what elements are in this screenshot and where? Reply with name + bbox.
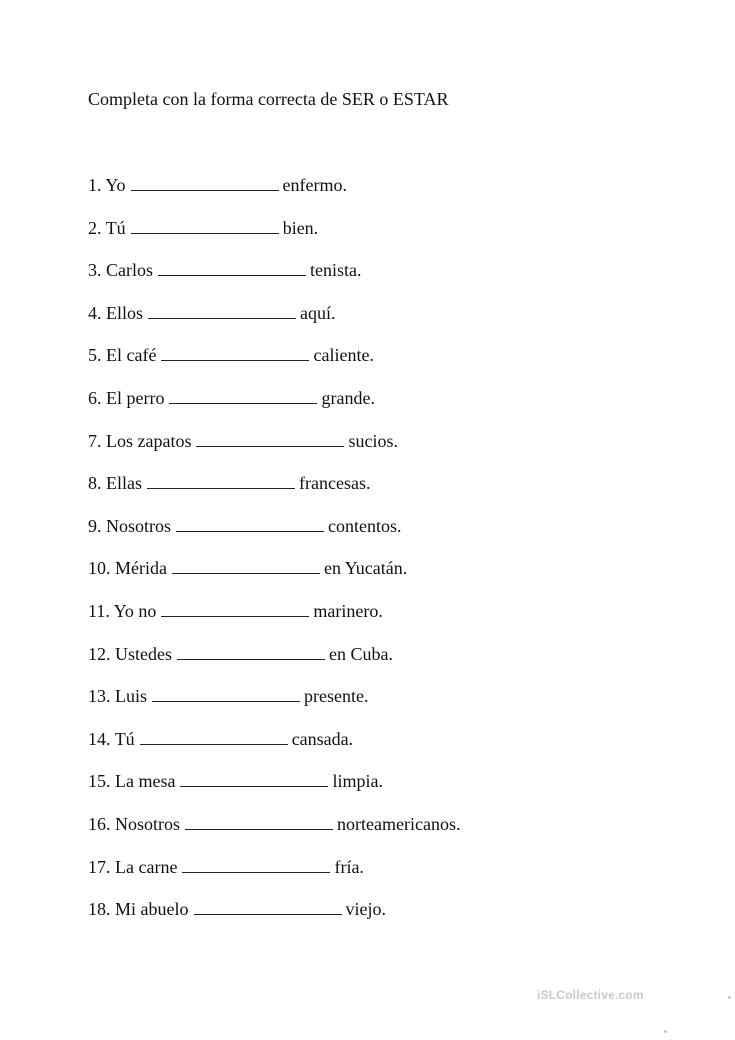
- exercise-item: [88, 429, 460, 472]
- exercise-item: [88, 258, 460, 301]
- item-number: 2.: [88, 217, 102, 238]
- item-number: 16.: [88, 813, 111, 834]
- item-number: 17.: [88, 856, 111, 877]
- item-ending: en Yucatán.: [323, 558, 408, 579]
- answer-blank[interactable]: [147, 471, 295, 489]
- item-ending: tenista.: [310, 260, 362, 281]
- item-ending: limpia.: [332, 771, 383, 792]
- item-number: 10.: [88, 558, 111, 579]
- item-subject: Luis: [115, 686, 148, 707]
- answer-blank[interactable]: [177, 642, 325, 660]
- item-ending: marinero.: [313, 600, 383, 621]
- answer-blank[interactable]: [148, 301, 296, 319]
- answer-blank[interactable]: [131, 173, 279, 191]
- item-ending: en Cuba.: [329, 643, 393, 664]
- answer-blank[interactable]: [131, 216, 279, 234]
- item-subject: El perro: [106, 387, 165, 408]
- item-number: 14.: [88, 728, 111, 749]
- watermark-text: iSLCollective.com: [537, 988, 644, 1002]
- answer-blank[interactable]: [185, 812, 333, 830]
- item-subject: Yo: [105, 175, 126, 195]
- item-number: 4.: [88, 302, 102, 323]
- item-subject: Tú: [105, 217, 126, 238]
- answer-blank[interactable]: [152, 684, 300, 702]
- exercise-item: [88, 471, 460, 514]
- item-subject: La mesa: [115, 771, 176, 792]
- item-number: 6.: [88, 387, 102, 408]
- item-subject: Nosotros: [106, 515, 172, 536]
- item-subject: Los zapatos: [106, 430, 192, 451]
- item-ending: norteamericanos.: [337, 813, 461, 834]
- item-ending: cansada.: [291, 728, 354, 749]
- exercise-item: [88, 514, 460, 557]
- exercise-item: [88, 855, 460, 898]
- item-number: 5.: [88, 345, 102, 366]
- answer-blank[interactable]: [158, 258, 306, 276]
- item-subject: Ustedes: [115, 643, 172, 664]
- exercise-item: [88, 386, 460, 429]
- decorative-dot: [728, 996, 731, 999]
- item-subject: La carne: [115, 856, 178, 877]
- item-subject: Nosotros: [115, 813, 181, 834]
- item-number: 8.: [88, 473, 102, 494]
- item-subject: Carlos: [106, 260, 153, 281]
- exercise-item: [88, 769, 460, 812]
- item-number: 3.: [88, 260, 102, 281]
- item-ending: viejo.: [345, 899, 386, 920]
- item-number: 7.: [88, 430, 102, 451]
- answer-blank[interactable]: [140, 727, 288, 745]
- item-ending: aquí.: [300, 302, 336, 323]
- answer-blank[interactable]: [180, 769, 328, 787]
- item-number: 13.: [88, 686, 111, 707]
- exercise-item: [88, 556, 460, 599]
- item-subject: Ellos: [106, 302, 144, 323]
- exercise-item: [88, 599, 460, 642]
- item-ending: enfermo.: [282, 175, 348, 195]
- exercise-item: [88, 897, 460, 940]
- answer-blank[interactable]: [176, 514, 324, 532]
- item-ending: grande.: [321, 387, 375, 408]
- exercise-item: [88, 812, 460, 855]
- item-ending: fría.: [334, 856, 364, 877]
- item-number: 18.: [88, 899, 111, 920]
- item-ending: bien.: [282, 217, 319, 238]
- item-ending: caliente.: [313, 345, 374, 366]
- item-subject: Tú: [114, 728, 135, 749]
- exercise-item: [88, 216, 460, 259]
- item-ending: presente.: [304, 686, 369, 707]
- item-number: 12.: [88, 643, 111, 664]
- instruction-text: Completa con la forma correcta de SER o ESTAR: [88, 89, 449, 109]
- item-number: 9.: [88, 515, 102, 536]
- exercise-list: [88, 173, 460, 940]
- item-subject: Ellas: [106, 473, 142, 494]
- item-subject: Mérida: [115, 558, 167, 579]
- answer-blank[interactable]: [172, 556, 320, 574]
- exercise-item: [88, 727, 460, 770]
- item-ending: francesas.: [299, 473, 371, 494]
- item-subject: Mi abuelo: [115, 899, 189, 920]
- answer-blank[interactable]: [196, 429, 344, 447]
- item-number: 1.: [88, 175, 102, 195]
- decorative-dot: [664, 1030, 667, 1033]
- item-ending: contentos.: [328, 515, 402, 536]
- answer-blank[interactable]: [161, 599, 309, 617]
- answer-blank[interactable]: [161, 343, 309, 361]
- item-number: 11.: [88, 600, 110, 621]
- answer-blank[interactable]: [169, 386, 317, 404]
- exercise-item: [88, 173, 460, 216]
- answer-blank[interactable]: [194, 897, 342, 915]
- answer-blank[interactable]: [182, 855, 330, 873]
- exercise-item: [88, 301, 460, 344]
- item-ending: sucios.: [348, 430, 398, 451]
- item-subject: Yo no: [113, 600, 157, 621]
- item-subject: El café: [106, 345, 157, 366]
- exercise-item: [88, 343, 460, 386]
- item-number: 15.: [88, 771, 111, 792]
- exercise-item: [88, 684, 460, 727]
- exercise-item: [88, 642, 460, 685]
